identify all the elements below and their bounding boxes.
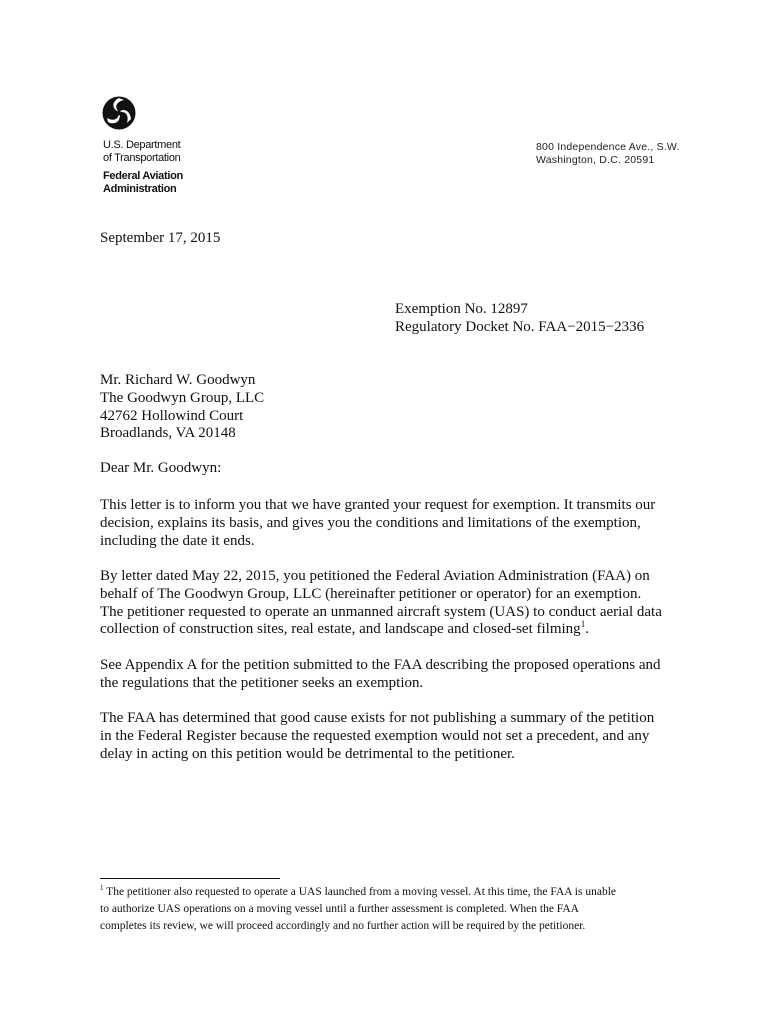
address-line-2: Washington, D.C. 20591 bbox=[536, 153, 655, 166]
paragraph-line: The FAA has determined that good cause exists for not publishing a summary of the petition bbox=[100, 710, 655, 726]
paragraph-line-end: . bbox=[585, 621, 589, 638]
reference-block bbox=[395, 301, 644, 337]
docket-number: Regulatory Docket No. FAA−2015−2336 bbox=[395, 318, 645, 335]
paragraph-line: including the date it ends. bbox=[100, 532, 255, 549]
paragraph-line-with-footnote bbox=[100, 621, 680, 639]
paragraph-line: The petitioner requested to operate an unmanned aircraft system (UAS) to conduct aerial data bbox=[100, 603, 662, 620]
paragraph-line: This letter is to inform you that we have granted your request for exemption. It transmits our bbox=[100, 497, 656, 513]
footnote-reference[interactable]: 1 bbox=[580, 619, 586, 630]
footnote-line-2: to authorize UAS operations on a moving vessel until a further assessment is completed. When the FAA bbox=[100, 903, 579, 915]
paragraph-line: behalf of The Goodwyn Group, LLC (hereinafter petitioner or operator) for an exemption. bbox=[100, 585, 642, 602]
dot-triskelion-logo bbox=[102, 94, 136, 132]
paragraph-2 bbox=[100, 568, 680, 639]
paragraph-1 bbox=[100, 497, 680, 550]
footnote-line-3: completes its review, we will proceed accordingly and no further action will be required by the petitioner. bbox=[100, 920, 586, 932]
agency-address bbox=[536, 141, 680, 166]
administration-line-2: Administration bbox=[103, 183, 177, 195]
footnote bbox=[100, 884, 616, 935]
paragraph-line: By letter dated May 22, 2015, you petitioned the Federal Aviation Administration (FAA) on bbox=[100, 568, 650, 584]
recipient-city: Broadlands, VA 20148 bbox=[100, 425, 236, 442]
recipient-name: Mr. Richard W. Goodwyn bbox=[100, 372, 256, 388]
salutation: Dear Mr. Goodwyn: bbox=[100, 460, 222, 476]
paragraph-line: the regulations that the petitioner seeks an exemption. bbox=[100, 674, 424, 691]
recipient-address bbox=[100, 372, 264, 443]
recipient-street: 42762 Hollowind Court bbox=[100, 407, 244, 424]
footnote-divider bbox=[100, 878, 280, 879]
paragraph-line: See Appendix A for the petition submitted to the FAA describing the proposed operations and bbox=[100, 657, 661, 673]
paragraph-4 bbox=[100, 710, 680, 763]
administration-line-1: Federal Aviation bbox=[103, 170, 183, 182]
footnote-marker: 1 bbox=[100, 884, 104, 893]
paragraph-line-text: collection of construction sites, real estate, and landscape and closed-set filming bbox=[100, 621, 581, 638]
address-line-1: 800 Independence Ave., S.W. bbox=[536, 141, 680, 153]
agency-line-1: U.S. Department bbox=[103, 139, 181, 151]
footnote-text: The petitioner also requested to operate a UAS launched from a moving vessel. At this time, the FAA is unable bbox=[103, 886, 616, 898]
paragraph-line: delay in acting on this petition would be detrimental to the petitioner. bbox=[100, 745, 515, 762]
paragraph-line: decision, explains its basis, and gives you the conditions and limitations of the exemption, bbox=[100, 514, 641, 531]
footnote-line-1 bbox=[100, 884, 616, 901]
paragraph-3 bbox=[100, 657, 680, 693]
agency-line-2: of Transportation bbox=[103, 152, 181, 164]
exemption-number: Exemption No. 12897 bbox=[395, 301, 528, 317]
agency-block bbox=[103, 139, 183, 196]
letter-date: September 17, 2015 bbox=[100, 230, 221, 246]
recipient-company: The Goodwyn Group, LLC bbox=[100, 389, 265, 406]
paragraph-line: in the Federal Register because the requested exemption would not set a precedent, and any bbox=[100, 727, 650, 744]
